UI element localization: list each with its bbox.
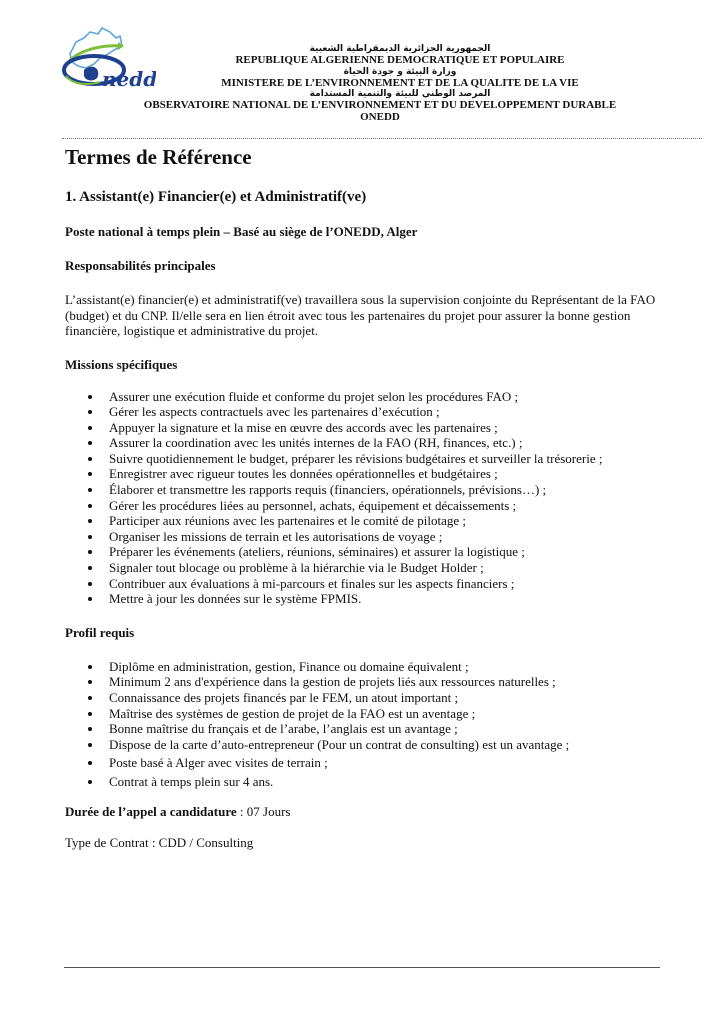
bullet-icon	[88, 426, 92, 430]
bullet-icon	[88, 504, 92, 508]
header-divider	[62, 138, 702, 139]
header-acronym: ONEDD	[360, 110, 400, 123]
bullet-icon	[88, 550, 92, 554]
bullet-icon	[88, 780, 92, 784]
responsibilities-text: L’assistant(e) financier(e) et administratif(ve) travaillera sous la supervision conjointe du Représentant de la FAO (budget) et du CNP. Il/elle sera en lien étroit avec tous les partenaires du projet pour assurer la bonne gestion financière, logistique et administrative du projet.	[65, 292, 656, 338]
duration-label: Durée de l’appel a candidature	[65, 803, 237, 819]
bullet-icon	[88, 727, 92, 731]
list-item: Maîtrise des systèmes de gestion de projet de la FAO est un aventage ;	[109, 706, 665, 722]
missions-heading: Missions spécifiques	[65, 356, 178, 372]
list-item: Gérer les procédures liées au personnel, achats, équipement et décaissements ;	[109, 498, 665, 514]
svg-text:nedd: nedd	[102, 67, 156, 91]
list-item: Assurer une exécution fluide et conforme du projet selon les procédures FAO ;	[109, 389, 665, 405]
contract-type: Type de Contrat : CDD / Consulting	[65, 835, 254, 851]
bullet-icon	[88, 743, 92, 747]
list-item: Poste basé à Alger avec visites de terrain ;	[109, 755, 665, 771]
bullet-icon	[88, 472, 92, 476]
bullet-icon	[88, 665, 92, 669]
list-item: Dispose de la carte d’auto-entrepreneur (Pour un contrat de consulting) est un avantage ;	[109, 737, 665, 753]
letterhead	[60, 44, 700, 123]
bullet-icon	[88, 488, 92, 492]
list-item: Mettre à jour les données sur le système FPMIS.	[109, 591, 665, 607]
duration-value: : 07 Jours	[236, 803, 291, 819]
missions-list	[65, 389, 665, 607]
bullet-icon	[88, 410, 92, 414]
bullet-icon	[88, 535, 92, 539]
header-observatory: OBSERVATOIRE NATIONAL DE L’ENVIRONNEMENT ET DU DEVELOPPEMENT DURABLE	[143, 99, 617, 111]
header-arabic-ministry: وزارة البيئة و جودة الحياة	[343, 66, 457, 77]
document-body	[65, 140, 665, 851]
bullet-icon	[88, 696, 92, 700]
header-arabic-republic: الجمهورية الجزائرية الديمقراطية الشعبية	[309, 44, 491, 54]
profile-list	[65, 659, 665, 790]
list-item: Suivre quotidiennement le budget, préparer les révisions budgétaires et surveiller la trésorerie ;	[109, 451, 665, 467]
bullet-icon	[88, 597, 92, 601]
list-item: Signaler tout blocage ou problème à la hiérarchie via le Budget Holder ;	[109, 560, 665, 576]
bullet-icon	[88, 395, 92, 399]
header-ministry: MINISTERE DE L’ENVIRONNEMENT ET DE LA QUALITE DE LA VIE	[221, 76, 579, 89]
header-republic: REPUBLIQUE ALGERIENNE DEMOCRATIQUE ET POPULAIRE	[235, 54, 565, 66]
list-item: Préparer les événements (ateliers, réunions, séminaires) et assurer la logistique ;	[109, 544, 665, 560]
list-item: Minimum 2 ans d'expérience dans la gestion de projets liés aux ressources naturelles ;	[109, 674, 665, 690]
bullet-icon	[88, 566, 92, 570]
list-item: Élaborer et transmettre les rapports requis (financiers, opérationnels, prévisions…) ;	[109, 482, 665, 498]
position-subtitle: Poste national à temps plein – Basé au siège de l’ONEDD, Alger	[65, 224, 418, 239]
list-item: Contrat à temps plein sur 4 ans.	[109, 774, 665, 790]
list-item: Appuyer la signature et la mise en œuvre des accords avec les partenaires ;	[109, 420, 665, 436]
header-arabic-observatory: المرصد الوطني للبيئة والتنمية المستدامة	[309, 89, 491, 99]
bullet-icon	[88, 519, 92, 523]
bullet-icon	[88, 712, 92, 716]
bullet-icon	[88, 582, 92, 586]
list-item: Enregistrer avec rigueur toutes les données opérationnelles et budgétaires ;	[109, 466, 665, 482]
bullet-icon	[88, 680, 92, 684]
list-item: Participer aux réunions avec les partenaires et le comité de pilotage ;	[109, 513, 665, 529]
list-item: Bonne maîtrise du français et de l’arabe, l’anglais est un avantage ;	[109, 721, 665, 737]
profile-heading: Profil requis	[65, 624, 135, 640]
application-duration	[65, 804, 665, 820]
list-item: Assurer la coordination avec les unités internes de la FAO (RH, finances, etc.) ;	[109, 435, 665, 451]
bullet-icon	[88, 457, 92, 461]
footer-divider	[64, 967, 660, 968]
position-heading: 1. Assistant(e) Financier(e) et Administratif(ve)	[65, 189, 367, 205]
bullet-icon	[88, 441, 92, 445]
list-item: Contribuer aux évaluations à mi-parcours et finales sur les aspects financiers ;	[109, 576, 665, 592]
bullet-icon	[88, 761, 92, 765]
list-item: Gérer les aspects contractuels avec les partenaires d’exécution ;	[109, 404, 665, 420]
document-title: Termes de Référence	[65, 145, 252, 169]
list-item: Connaissance des projets financés par le FEM, un atout important ;	[109, 690, 665, 706]
list-item: Organiser les missions de terrain et les autorisations de voyage ;	[109, 529, 665, 545]
responsibilities-heading: Responsabilités principales	[65, 258, 216, 273]
list-item: Diplôme en administration, gestion, Finance ou domaine équivalent ;	[109, 659, 665, 675]
